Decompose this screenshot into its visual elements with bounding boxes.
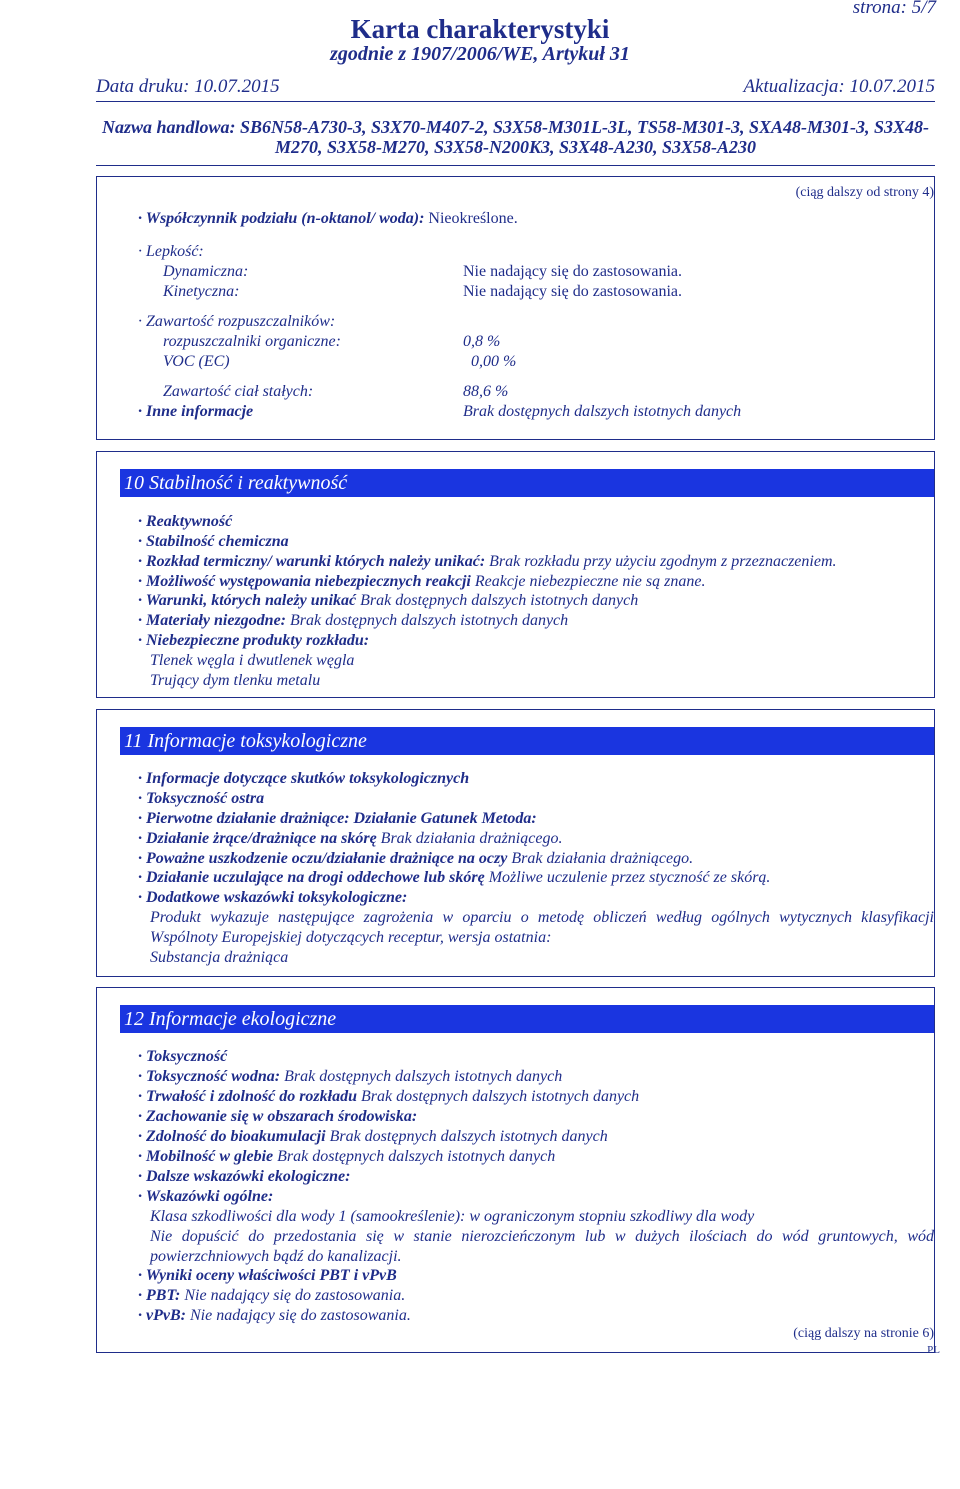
- vpvb-label: · vPvB:: [138, 1307, 186, 1324]
- document-subtitle: zgodnie z 1907/2006/WE, Artykuł 31: [330, 43, 630, 65]
- thermal-row: [138, 552, 837, 572]
- eye-row: [138, 849, 693, 869]
- hazardous-reactions-label: · Możliwość występowania niebezpiecznych reakcji: [138, 573, 471, 590]
- vpvb-row: [138, 1306, 411, 1326]
- thermal-label: · Rozkład termiczny/ warunki których należy unikać:: [138, 553, 486, 570]
- pbt-value: Nie nadający się do zastosowania.: [184, 1287, 406, 1304]
- sensitisation-label: · Działanie uczulające na drogi oddechowe lub skórę: [138, 869, 485, 886]
- bioaccumulation-row: [138, 1127, 608, 1147]
- persistence-label: · Trwałość i zdolność do rozkładu: [138, 1088, 357, 1105]
- aquatic-label: · Toksyczność wodna:: [138, 1068, 281, 1085]
- thermal-value: Brak rozkładu przy użyciu zgodnym z przeznaczeniem.: [489, 553, 837, 570]
- aquatic-value: Brak dostępnych dalszych istotnych danych: [284, 1068, 563, 1085]
- tox-info-label: · Informacje dotyczące skutków toksykologicznych: [138, 770, 470, 787]
- hazardous-reactions-row: [138, 572, 705, 592]
- voc-value: 0,00 %: [471, 353, 517, 370]
- sensitisation-value: Możliwe uczulenie przez styczność ze skórą.: [488, 869, 771, 886]
- section-11-heading: 11 Informacje toksykologiczne: [120, 727, 934, 755]
- page-number: strona: 5/7: [852, 0, 936, 18]
- language-code: PL: [927, 1344, 940, 1356]
- solvent-label: · Zawartość rozpuszczalników:: [138, 313, 336, 330]
- decomposition-item: Tlenek węgla i dwutlenek węgla: [150, 652, 355, 669]
- reactivity: · Reaktywność: [138, 513, 233, 530]
- trade-name: Nazwa handlowa: SB6N58-A730-3, S3X70-M407-2, S3X58-M301L-3L, TS58-M301-3, SXA48-M301-3, S3X48-M270, S3X58-M270, S3X58-N200K3, S3X48-A230, S3X58-A230: [101, 117, 930, 157]
- document-title: Karta charakterystyki: [350, 14, 610, 44]
- organic-label: rozpuszczalniki organiczne:: [163, 333, 341, 350]
- skin-label: · Działanie żrące/drażniące na skórę: [138, 830, 377, 847]
- sensitisation-row: [138, 868, 770, 888]
- other-info-label: · Inne informacje: [138, 403, 254, 420]
- avoid-value: Brak dostępnych dalszych istotnych danych: [360, 592, 639, 609]
- decomposition-label: · Niebezpieczne produkty rozkładu:: [138, 632, 370, 649]
- continued-from: (ciąg dalszy od strony 4): [795, 185, 934, 200]
- chem-stability: · Stabilność chemiczna: [138, 533, 289, 550]
- toxicity-label: · Toksyczność: [138, 1048, 228, 1065]
- bioaccumulation-label: · Zdolność do bioakumulacji: [138, 1128, 326, 1145]
- general-notes-label: · Wskazówki ogólne:: [138, 1188, 274, 1205]
- further-eco-label: · Dalsze wskazówki ekologiczne:: [138, 1168, 351, 1185]
- water-hazard-class: Klasa szkodliwości dla wody 1 (samookreślenie): w ograniczonym stopniu szkodliwy dla wody: [150, 1208, 755, 1225]
- additional-tox-text: Produkt wykazuje następujące zagrożenia w oparciu o metodę obliczeń według ogólnych wytycznych klasyfikacji Wspólnoty Europejskiej dotyczących receptur, wersja ostatnia:: [150, 909, 934, 946]
- incompatible-row: [138, 611, 568, 631]
- other-info-value: Brak dostępnych dalszych istotnych danych: [463, 403, 742, 420]
- mobility-row: [138, 1147, 555, 1167]
- section-10-heading: 10 Stabilność i reaktywność: [120, 469, 934, 497]
- hazardous-reactions-value: Reakcje niebezpieczne nie są znane.: [474, 573, 706, 590]
- update-date: Aktualizacja: 10.07.2015: [743, 76, 935, 97]
- primary-irritation: · Pierwotne działanie drażniące: Działanie Gatunek Metoda:: [138, 810, 537, 827]
- persistence-value: Brak dostępnych dalszych istotnych danych: [361, 1088, 640, 1105]
- header-rule-bottom: [96, 165, 935, 166]
- organic-value: 0,8 %: [463, 333, 501, 350]
- partition-value: Nieokreślone.: [428, 210, 518, 227]
- partition-row: [138, 209, 518, 229]
- voc-label: VOC (EC): [163, 353, 230, 370]
- avoid-row: [138, 591, 638, 611]
- viscosity-label: · Lepkość:: [138, 243, 204, 260]
- kinematic-value: Nie nadający się do zastosowania.: [463, 283, 683, 300]
- behaviour-label: · Zachowanie się w obszarach środowiska:: [138, 1108, 418, 1125]
- mobility-value: Brak dostępnych dalszych istotnych danych: [277, 1148, 556, 1165]
- vpvb-value: Nie nadający się do zastosowania.: [189, 1307, 411, 1324]
- header-rule-top: [96, 101, 935, 102]
- incompatible-label: · Materiały niezgodne:: [138, 612, 286, 629]
- dynamic-label: Dynamiczna:: [163, 263, 249, 280]
- eye-value: Brak działania drażniącego.: [511, 850, 694, 867]
- no-discharge-text: Nie dopuścić do przedostania się w stanie nierozcieńczonym lub w dużych ilościach do wód gruntowych, wód powierzchniowych bądź do kanalizacji.: [150, 1228, 934, 1265]
- acute-toxicity: · Toksyczność ostra: [138, 790, 265, 807]
- pbt-row: [138, 1286, 405, 1306]
- solids-label: Zawartość ciał stałych:: [163, 383, 314, 400]
- additional-tox-label: · Dodatkowe wskazówki toksykologiczne:: [138, 889, 408, 906]
- persistence-row: [138, 1087, 639, 1107]
- incompatible-value: Brak dostępnych dalszych istotnych danych: [290, 612, 569, 629]
- bioaccumulation-value: Brak dostępnych dalszych istotnych danych: [329, 1128, 608, 1145]
- decomposition-item: Trujący dym tlenku metalu: [150, 672, 321, 689]
- eye-label: · Poważne uszkodzenie oczu/działanie drażniące na oczy: [138, 850, 508, 867]
- skin-value: Brak działania drażniącego.: [380, 830, 563, 847]
- kinematic-label: Kinetyczna:: [163, 283, 240, 300]
- solids-value: 88,6 %: [463, 383, 509, 400]
- print-date: Data druku: 10.07.2015: [96, 76, 280, 97]
- mobility-label: · Mobilność w glebie: [138, 1148, 274, 1165]
- continued-on: (ciąg dalszy na stronie 6): [793, 1326, 934, 1341]
- partition-label: · Współczynnik podziału (n-oktanol/ woda):: [138, 210, 425, 227]
- pbt-results-label: · Wyniki oceny właściwości PBT i vPvB: [138, 1267, 397, 1284]
- aquatic-row: [138, 1067, 562, 1087]
- pbt-label: · PBT:: [138, 1287, 181, 1304]
- dynamic-value: Nie nadający się do zastosowania.: [463, 263, 683, 280]
- section-12-heading: 12 Informacje ekologiczne: [120, 1005, 934, 1033]
- skin-row: [138, 829, 562, 849]
- additional-tox-classification: Substancja drażniąca: [150, 949, 289, 966]
- avoid-label: · Warunki, których należy unikać: [138, 592, 357, 609]
